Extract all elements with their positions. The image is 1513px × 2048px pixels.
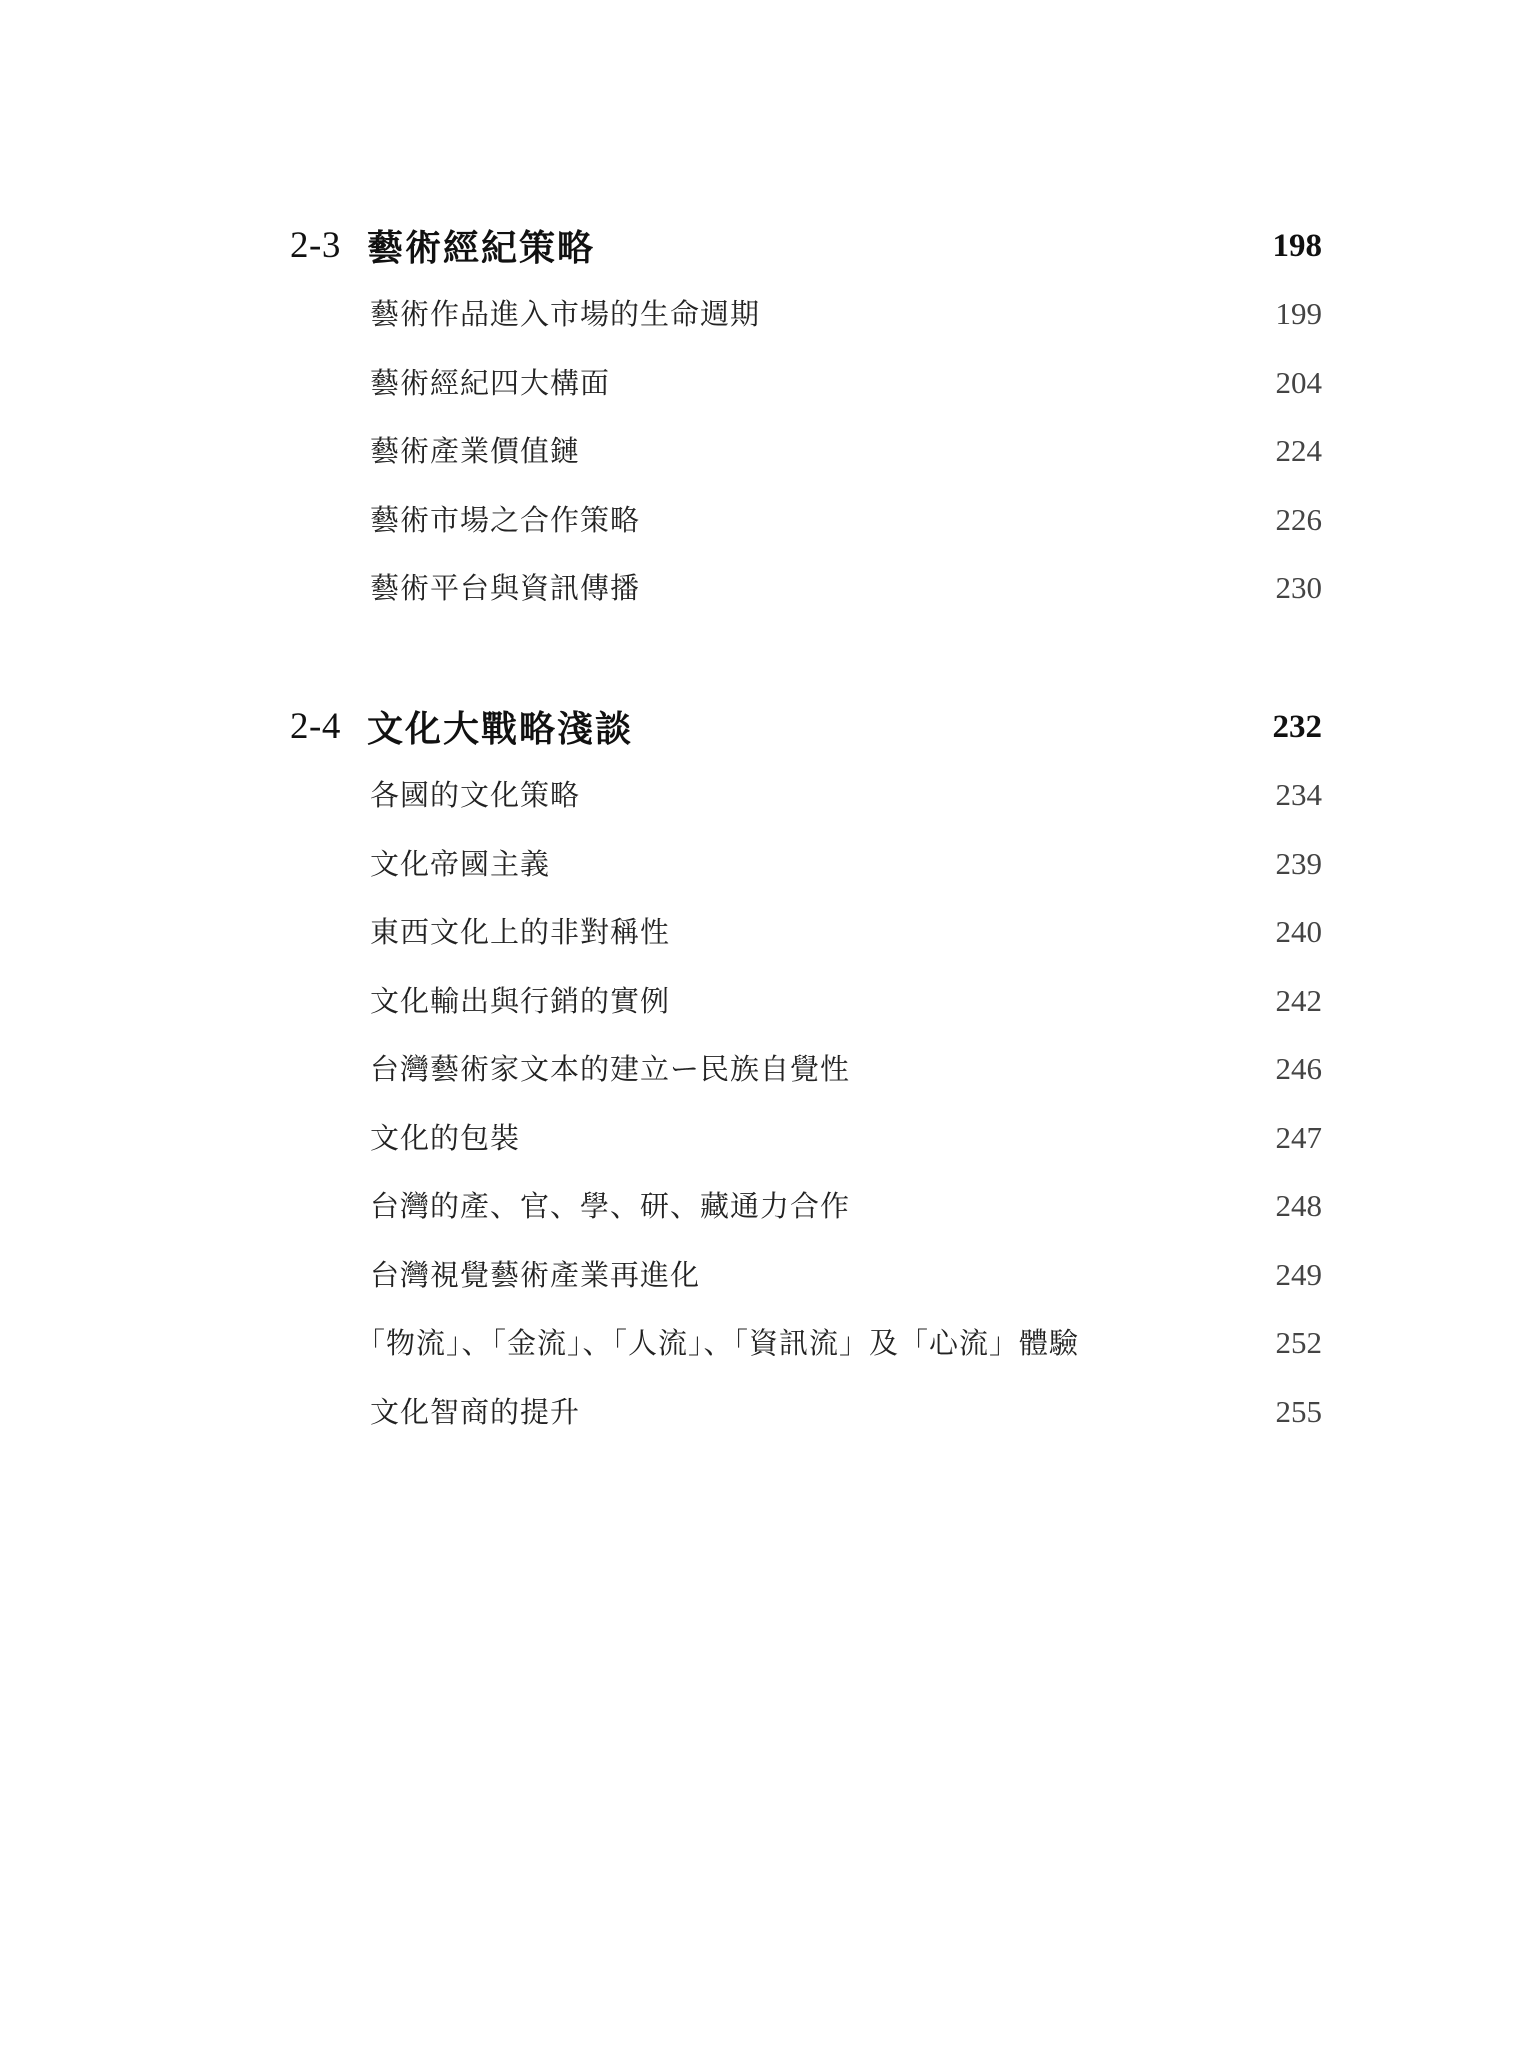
entry-title: 台灣的產、官、學、研、藏通力合作 — [370, 1189, 851, 1223]
entry-page-number: 239 — [1275, 845, 1322, 881]
toc-entry — [0, 1380, 1513, 1449]
entry-page-number: 234 — [1275, 777, 1322, 812]
entry-title: 各國的文化策略 — [370, 778, 581, 812]
section-entries — [0, 763, 1513, 1448]
entry-title: 台灣視覺藝術產業再進化 — [370, 1257, 701, 1292]
entry-page-number: 230 — [1275, 570, 1322, 605]
toc-entry — [0, 488, 1513, 557]
entry-page-number: 249 — [1275, 1256, 1322, 1292]
entry-page-number: 240 — [1275, 914, 1322, 949]
entry-page-number: 224 — [1275, 433, 1322, 468]
toc-entry — [0, 763, 1513, 832]
entry-page-number: 242 — [1275, 982, 1322, 1018]
section-page-number: 198 — [1272, 228, 1322, 264]
toc-entry — [0, 419, 1513, 488]
entry-page-number: 199 — [1275, 296, 1322, 331]
section-entries — [0, 282, 1513, 625]
toc-entry — [0, 969, 1513, 1038]
entry-title: 文化帝國主義 — [370, 846, 551, 881]
entry-title: 東西文化上的非對稱性 — [370, 915, 671, 949]
entry-title: 文化智商的提升 — [370, 1394, 581, 1429]
section-title: 文化大戰略淺談 — [367, 708, 634, 750]
entry-title: 藝術經紀四大構面 — [370, 365, 611, 400]
section-title: 藝術經紀策略 — [367, 227, 596, 269]
entry-page-number: 252 — [1275, 1325, 1322, 1360]
section-page-number: 232 — [1272, 709, 1322, 745]
entry-title: 藝術產業價值鏈 — [370, 434, 581, 468]
entry-page-number: 255 — [1275, 1393, 1322, 1429]
entry-page-number: 247 — [1275, 1119, 1322, 1155]
toc-entry — [0, 556, 1513, 625]
entry-page-number: 204 — [1275, 364, 1322, 400]
toc-entry — [0, 1174, 1513, 1243]
section-number: 2-3 — [290, 225, 341, 266]
toc-entry — [0, 1106, 1513, 1175]
toc-entry — [0, 1243, 1513, 1312]
toc-section-2-3 — [0, 218, 1513, 625]
entry-page-number: 246 — [1275, 1051, 1322, 1086]
entry-title: 台灣藝術家文本的建立ー民族自覺性 — [370, 1052, 851, 1086]
entry-title: 藝術市場之合作策略 — [370, 502, 641, 537]
toc-entry — [0, 900, 1513, 969]
toc-entry — [0, 351, 1513, 420]
entry-page-number: 248 — [1275, 1188, 1322, 1223]
toc-section-2-4 — [0, 699, 1513, 1448]
toc-entry — [0, 1037, 1513, 1106]
entry-title: 文化輸出與行銷的實例 — [370, 983, 671, 1018]
section-heading — [0, 218, 1513, 282]
entry-title: 藝術作品進入市場的生命週期 — [370, 297, 761, 331]
entry-title: 藝術平台與資訊傳播 — [370, 571, 641, 605]
toc-entry — [0, 1311, 1513, 1380]
toc-entry — [0, 282, 1513, 351]
section-heading — [0, 699, 1513, 763]
section-number: 2-4 — [290, 706, 341, 747]
toc-entry — [0, 832, 1513, 901]
entry-page-number: 226 — [1275, 501, 1322, 537]
entry-title: 文化的包裝 — [370, 1120, 521, 1155]
entry-title: 「物流」、「金流」、「人流」、「資訊流」及「心流」體驗 — [356, 1326, 1080, 1360]
